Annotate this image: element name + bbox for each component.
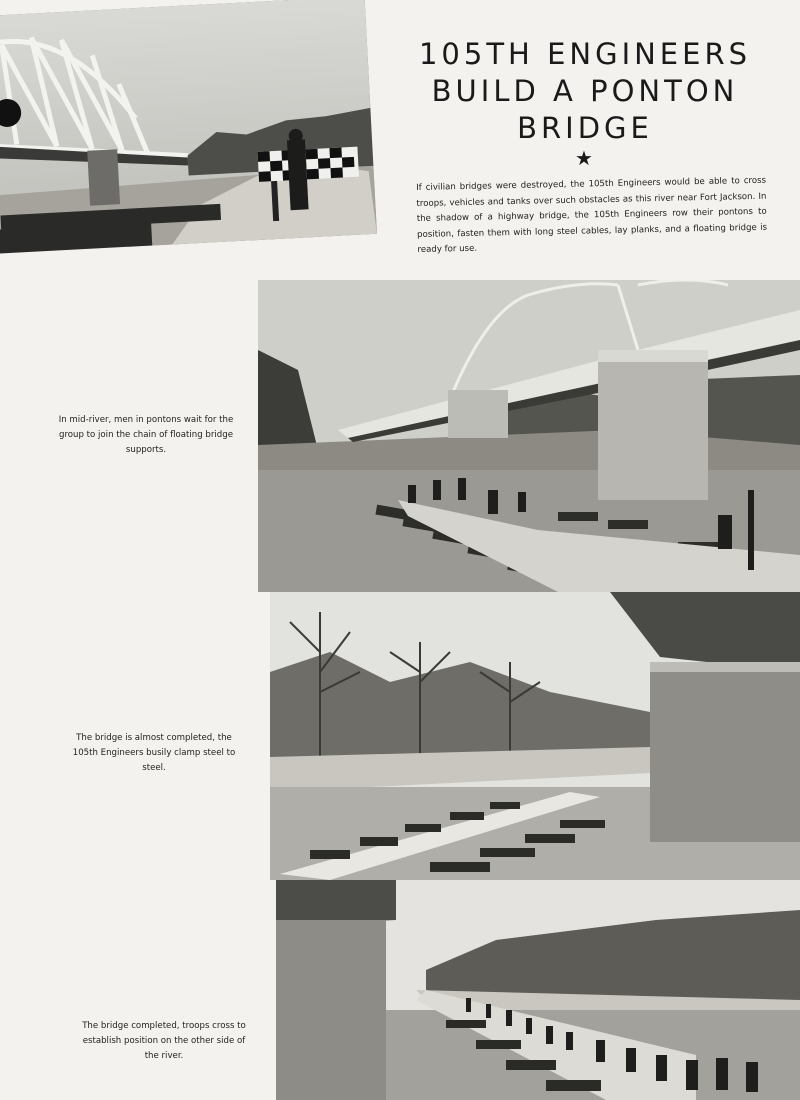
caption-almost-completed: The bridge is almost completed, the 105th Engineers busily clamp steel to steel.: [72, 733, 236, 773]
title-line-2: BUILD A PONTON: [431, 74, 739, 108]
title-line-3: BRIDGE: [517, 111, 653, 145]
photo-troops-crossing: [276, 880, 800, 1100]
intro-paragraph: If civilian bridges were destroyed, the 105th Engineers would be able to cross troops, vehicles and tanks over such obstacles as this river near Fort Jackson. In the shadow of a highway bridge, the 105th Engineers row their pontons to position, fasten them with long steel cables, lay planks, and a floating bridge is ready for use.: [416, 175, 768, 255]
caption-completed: The bridge completed, troops cross to establish position on the other side of the river.: [82, 1021, 246, 1061]
photo-highway-bridge-troops: [0, 0, 377, 254]
photo-bridge-almost-completed: [270, 592, 800, 880]
page-title: [395, 36, 775, 147]
star-icon: ★: [575, 146, 593, 170]
photo-pontons-midriver: [258, 280, 800, 592]
title-line-1: 105TH ENGINEERS: [418, 37, 752, 71]
caption-midriver: In mid-river, men in pontons wait for the group to join the chain of floating bridge supports.: [58, 415, 234, 455]
